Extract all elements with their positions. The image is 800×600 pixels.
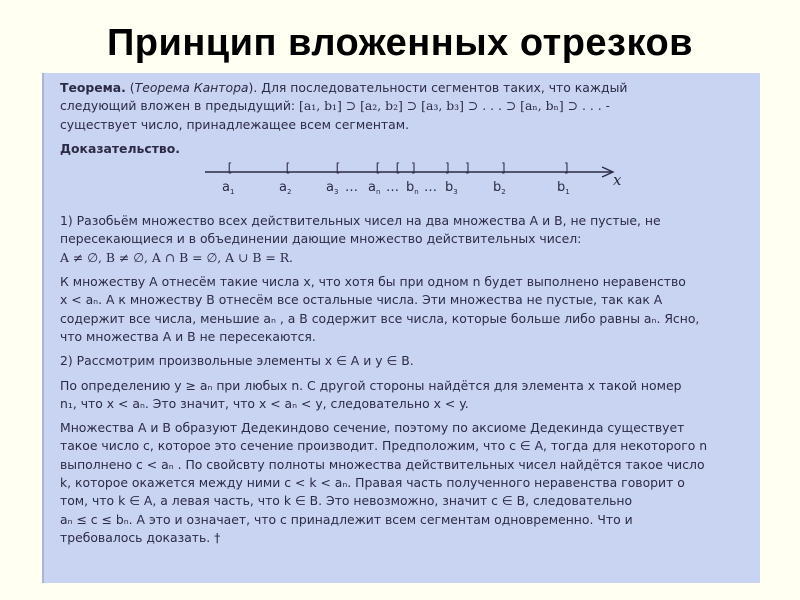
step1-number: 1)	[60, 213, 73, 229]
para3-line-1: По определению y ≥ aₙ при любых n. С другой стороны найдётся для элемента x такой номер	[60, 377, 682, 393]
theorem-paren-close: ).	[248, 80, 258, 95]
dedekind-block	[60, 419, 748, 547]
number-line-svg	[60, 158, 750, 208]
point-labels	[222, 180, 570, 196]
point-label: $b_n$	[406, 180, 419, 197]
left-bracket: [	[226, 161, 234, 176]
step1-formula: A ≠ ∅, B ≠ ∅, A ∩ B = ∅, A ∪ B = R.	[60, 249, 293, 265]
point-label: …	[424, 180, 437, 196]
left-bracket: [	[284, 161, 292, 176]
point-label: $b_1$	[557, 180, 570, 197]
proof-label: Доказательство.	[60, 140, 180, 156]
point-label: $a_2$	[279, 180, 292, 197]
content-panel	[42, 73, 760, 583]
para4-line-5: том, что k ∈ A, а левая часть, что k ∈ B. Это невозможно, значит c ∈ B, следовательно	[60, 493, 633, 509]
para4-line-7: требовалось доказать. †	[60, 529, 221, 545]
step1-line-1: Разобьём множество всех действительных чисел на два множества A и B, не пустые, не	[76, 213, 661, 229]
right-brackets	[410, 161, 570, 175]
point-label: $a_3$	[326, 180, 339, 197]
right-bracket: ]	[500, 161, 508, 176]
theorem-text-2: следующий вложен в предыдущий:	[60, 98, 296, 114]
set-definition-block	[60, 273, 748, 346]
point-label: …	[386, 180, 399, 196]
step2-block	[60, 352, 748, 370]
right-bracket: ]	[410, 161, 418, 176]
point-label: $a_n$	[368, 180, 381, 197]
theorem-name: Теорема Кантора	[134, 80, 249, 95]
nested-segments-diagram	[60, 158, 748, 208]
step1-block	[60, 212, 748, 267]
point-label: …	[345, 180, 358, 196]
theorem-paren-open: (	[129, 80, 135, 95]
para2-line-1: К множеству A отнесём такие числа x, что хотя бы при одном n будет выполнено неравенство	[60, 274, 686, 290]
step2-text: Рассмотрим произвольные элементы x ∈ A и y ∈ B.	[76, 353, 414, 369]
para4-line-3: выполнено c < aₙ . По свойсвту полноты множества действительных чисел найдётся такое число	[60, 456, 705, 472]
theorem-label: Теорема.	[60, 80, 126, 95]
axis-label: x	[613, 171, 622, 190]
left-bracket: [	[394, 161, 402, 176]
slide-title: Принцип вложенных отрезков	[106, 22, 694, 64]
point-label: $a_1$	[222, 180, 235, 197]
point-label: $b_2$	[493, 180, 506, 197]
definition-block	[60, 377, 748, 414]
para2-line-3: содержит все числа, меньшие aₙ , а B содержит все числа, которые больше либо равны aₙ. Ясно,	[60, 310, 700, 326]
para2-line-2: x < aₙ. А к множеству B отнесём все остальные числа. Эти множества не пустые, так как A	[60, 292, 663, 308]
para2-line-4: что множества A и B не пересекаются.	[60, 328, 316, 344]
para4-line-6: aₙ ≤ c ≤ bₙ. А это и означает, что c принадлежит всем сегментам одновременно. Что и	[60, 511, 633, 527]
left-brackets	[226, 161, 401, 175]
left-bracket: [	[334, 161, 342, 176]
right-bracket: ]	[444, 161, 452, 176]
theorem-text-1: Для последовательности сегментов таких, что каждый	[261, 80, 628, 95]
theorem-text-3: существует число, принадлежащее всем сегментам.	[60, 116, 410, 132]
para4-line-4: k, которое окажется между ними c < k < aₙ. Правая часть полученного неравенства говорит о	[60, 475, 685, 491]
step2-number: 2)	[60, 353, 73, 369]
para3-line-2: n₁, что x < aₙ. Это значит, что x < aₙ < y, следовательно x < y.	[60, 395, 469, 411]
theorem-block	[60, 79, 748, 134]
left-bracket: [	[374, 161, 382, 176]
step1-line-2: пересекающиеся и в объединении дающие множество действительных чисел:	[60, 231, 582, 247]
para4-line-1: Множества A и B образуют Дедекиндово сечение, поэтому по аксиоме Дедекинда существует	[60, 420, 685, 436]
point-label: $b_3$	[445, 180, 458, 197]
para4-line-2: такое число c, которое это сечение производит. Предположим, что c ∈ A, тогда для некоторого n	[60, 438, 708, 454]
right-bracket: ]	[563, 161, 571, 176]
right-bracket: ]	[464, 161, 472, 176]
theorem-formula: [a₁, b₁] ⊃ [a₂, b₂] ⊃ [a₃, b₃] ⊃ . . . ⊃ [aₙ, bₙ] ⊃ . . . -	[299, 98, 610, 114]
